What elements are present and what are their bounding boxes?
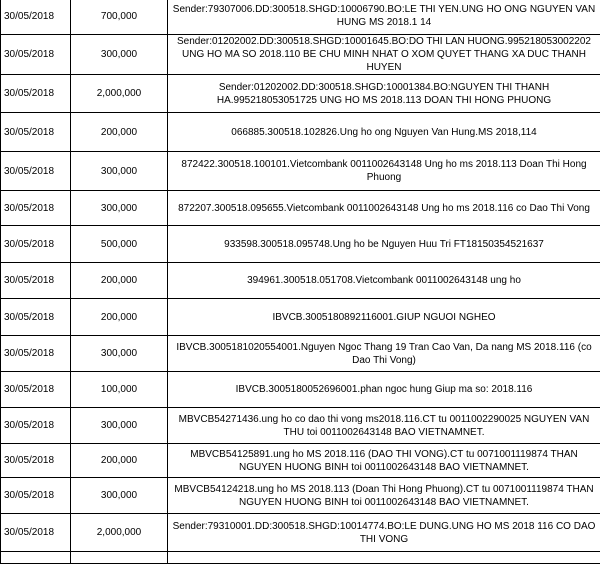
date-cell: 30/05/2018	[1, 35, 71, 75]
amount-cell: 200,000	[71, 113, 168, 152]
table-row	[1, 408, 600, 444]
table-row	[1, 152, 600, 191]
description-cell: 872207.300518.095655.Vietcombank 0011002643148 Ung ho ms 2018.116 co Dao Thi Vong	[168, 191, 600, 226]
date-cell: 30/05/2018	[1, 336, 71, 372]
date-cell: 30/05/2018	[1, 113, 71, 152]
description-cell	[168, 552, 600, 564]
table-row	[1, 299, 600, 336]
amount-cell: 300,000	[71, 191, 168, 226]
description-cell: IBVCB.3005180892116001.GIUP NGUOI NGHEO	[168, 299, 600, 336]
table-row	[1, 263, 600, 299]
table-row	[1, 113, 600, 152]
amount-cell: 200,000	[71, 299, 168, 336]
date-cell: 30/05/2018	[1, 408, 71, 444]
donation-table-body	[1, 0, 600, 564]
date-cell: 30/05/2018	[1, 444, 71, 478]
amount-cell: 300,000	[71, 152, 168, 191]
description-cell: MBVCB54271436.ung ho co dao thi vong ms2018.116.CT tu 0011002290025 NGUYEN VAN THU toi 0011002643148 BAO VIETNAMNET.	[168, 408, 600, 444]
description-cell: Sender:79310001.DD:300518.SHGD:10014774.BO:LE DUNG.UNG HO MS 2018 116 CO DAO THI VONG	[168, 514, 600, 552]
description-cell: 394961.300518.051708.Vietcombank 0011002643148 ung ho	[168, 263, 600, 299]
date-cell: 30/05/2018	[1, 478, 71, 514]
description-cell: IBVCB.3005181020554001.Nguyen Ngoc Thang 19 Tran Cao Van, Da nang MS 2018.116 (co Dao Thi Vong)	[168, 336, 600, 372]
description-cell: Sender:79307006.DD:300518.SHGD:10006790.BO:LE THI YEN.UNG HO ONG NGUYEN VAN HUNG MS 2018.1 14	[168, 0, 600, 35]
description-cell: IBVCB.3005180052696001.phan ngoc hung Giup ma so: 2018.116	[168, 372, 600, 408]
description-cell: 933598.300518.095748.Ung ho be Nguyen Huu Tri FT18150354521637	[168, 226, 600, 263]
table-row	[1, 75, 600, 113]
amount-cell: 700,000	[71, 0, 168, 35]
table-row	[1, 514, 600, 552]
table-row	[1, 444, 600, 478]
date-cell: 30/05/2018	[1, 263, 71, 299]
date-cell: 30/05/2018	[1, 152, 71, 191]
date-cell: 30/05/2018	[1, 191, 71, 226]
description-cell: 066885.300518.102826.Ung ho ong Nguyen Van Hung.MS 2018,114	[168, 113, 600, 152]
amount-cell: 300,000	[71, 478, 168, 514]
description-cell: MBVCB54125891.ung ho MS 2018.116 (DAO THI VONG).CT tu 0071001119874 THAN NGUYEN HUONG BINH toi 0011002643148 BAO VIETNAMNET.	[168, 444, 600, 478]
date-cell: 30/05/2018	[1, 514, 71, 552]
table-row	[1, 336, 600, 372]
amount-cell: 200,000	[71, 263, 168, 299]
date-cell: 30/05/2018	[1, 75, 71, 113]
table-row	[1, 191, 600, 226]
amount-cell	[71, 552, 168, 564]
amount-cell: 2,000,000	[71, 514, 168, 552]
amount-cell: 300,000	[71, 35, 168, 75]
table-row	[1, 226, 600, 263]
description-cell: Sender:01202002.DD:300518.SHGD:10001384.BO:NGUYEN THI THANH HA.995218053051725 UNG HO MS 2018.113 DOAN THI HONG PHUONG	[168, 75, 600, 113]
table-row	[1, 372, 600, 408]
date-cell: 30/05/2018	[1, 299, 71, 336]
amount-cell: 500,000	[71, 226, 168, 263]
amount-cell: 2,000,000	[71, 75, 168, 113]
amount-cell: 300,000	[71, 408, 168, 444]
table-row	[1, 478, 600, 514]
amount-cell: 300,000	[71, 336, 168, 372]
table-row	[1, 35, 600, 75]
amount-cell: 100,000	[71, 372, 168, 408]
amount-cell: 200,000	[71, 444, 168, 478]
date-cell: 30/05/2018	[1, 226, 71, 263]
table-row	[1, 0, 600, 35]
date-cell	[1, 552, 71, 564]
date-cell: 30/05/2018	[1, 0, 71, 35]
description-cell: MBVCB54124218.ung ho MS 2018.113 (Doan Thi Hong Phuong).CT tu 0071001119874 THAN NGUYEN HUONG BINH toi 0011002643148 BAO VIETNAMNET.	[168, 478, 600, 514]
date-cell: 30/05/2018	[1, 372, 71, 408]
table-row-partial	[1, 552, 600, 564]
description-cell: 872422.300518.100101.Vietcombank 0011002643148 Ung ho ms 2018.113 Doan Thi Hong Phuong	[168, 152, 600, 191]
description-cell: Sender:01202002.DD:300518.SHGD:10001645.BO:DO THI LAN HUONG.995218053002202 UNG HO MA SO 2018.110 BE CHU MINH NHAT O XOM QUYET THANG XA DUC THANH HUYEN	[168, 35, 600, 75]
